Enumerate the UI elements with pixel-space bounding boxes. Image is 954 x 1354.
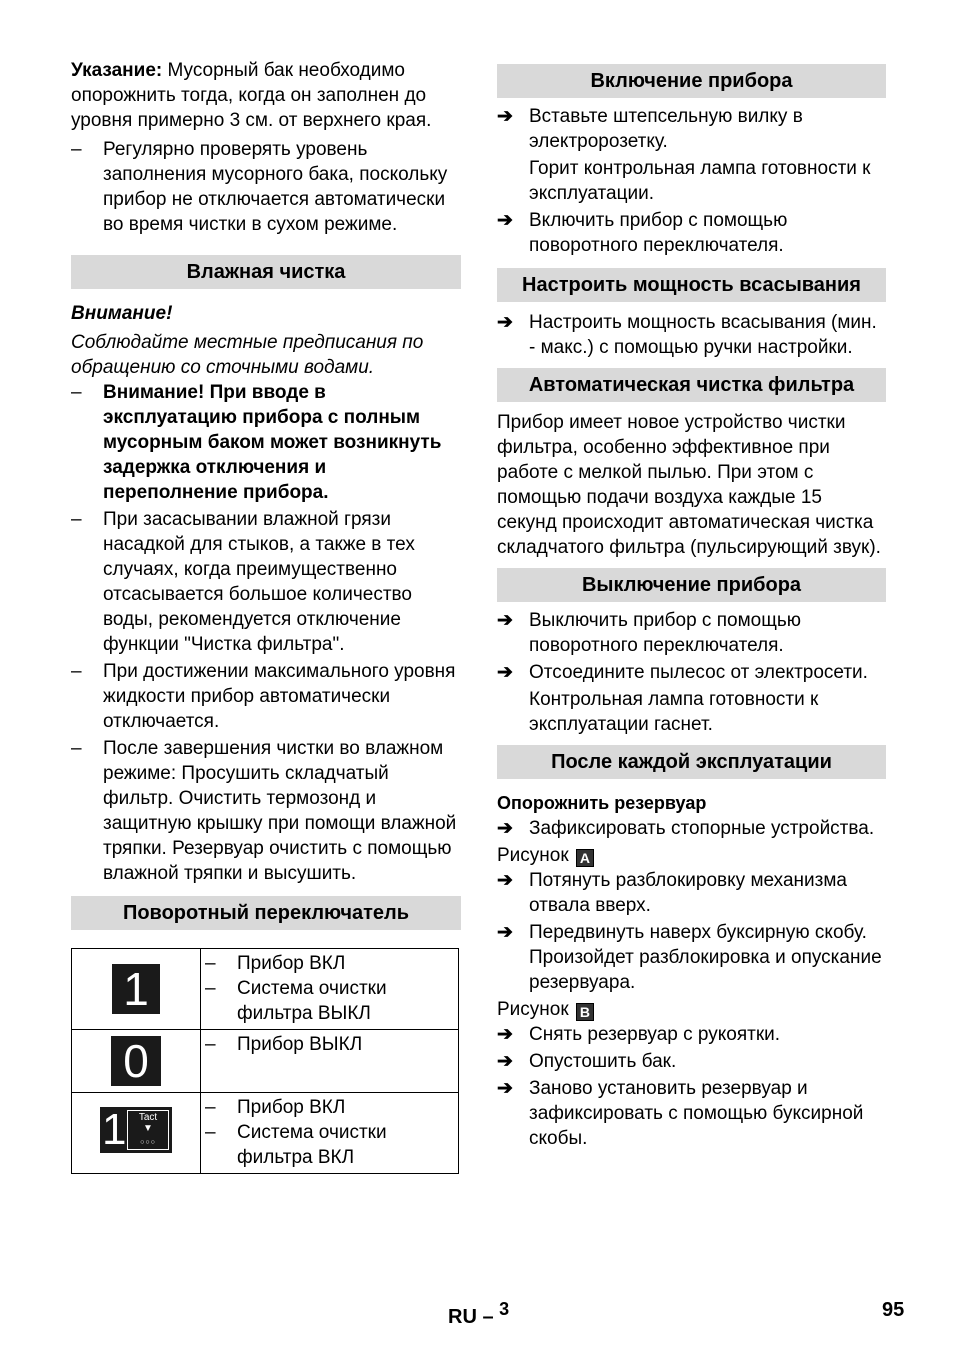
arrow-icon: ➔ xyxy=(497,1051,513,1072)
section-heading-off: Выключение прибора xyxy=(497,568,886,602)
wet-item xyxy=(71,736,461,886)
switch-symbol-cell xyxy=(72,1093,201,1174)
figure-ref-b xyxy=(497,997,886,1022)
wet-item-text: При засасывании влажной грязи насадкой для стыков, а также в тех случаях, когда преимущественно отсасывается большое количество воды, рекомендуется отключение функции "Чистка фильтра". xyxy=(103,509,415,655)
step-text: Заново установить резервуар и зафиксировать с помощью буксирной скобы. xyxy=(529,1078,864,1149)
arrow-icon: ➔ xyxy=(497,662,513,683)
section-heading-on: Включение прибора xyxy=(497,64,886,98)
step-item xyxy=(497,310,886,360)
tact-down-arrow-icon: ▼ xyxy=(143,1122,153,1134)
dash-marker: – xyxy=(205,978,216,999)
switch-desc-cell xyxy=(201,1093,459,1174)
empty-subheading: Опорожнить резервуар xyxy=(497,793,707,813)
footer-section-label xyxy=(448,1297,509,1330)
footer-lang: RU xyxy=(448,1306,477,1328)
list-item xyxy=(205,976,454,1026)
step-item xyxy=(497,1022,886,1047)
switch-desc-cell xyxy=(201,1030,459,1093)
note-paragraph xyxy=(71,58,461,133)
figure-a-badge: A xyxy=(576,849,594,867)
section-heading-filter: Автоматическая чистка фильтра xyxy=(497,368,886,402)
list-item xyxy=(205,1095,454,1120)
tact-one: 1 xyxy=(102,1104,127,1154)
step-text: Включить прибор с помощью поворотного переключателя. xyxy=(529,210,788,256)
arrow-icon: ➔ xyxy=(497,870,513,891)
switch-item-text: Прибор ВЫКЛ xyxy=(237,1034,363,1055)
arrow-icon: ➔ xyxy=(497,818,513,839)
step-note: Контрольная лампа готовности к эксплуатации гаснет. xyxy=(529,689,819,735)
wet-item-text: Внимание! При вводе в эксплуатацию прибора с полным мусорным баком может возникнуть задержка отключения и переполнение прибора. xyxy=(103,382,442,503)
table-row xyxy=(72,1093,459,1174)
wet-item xyxy=(71,659,461,734)
switch-desc-cell xyxy=(201,949,459,1030)
dash-marker: – xyxy=(205,1122,216,1143)
attention-label: Внимание! xyxy=(71,303,173,324)
step-item xyxy=(497,816,886,841)
step-item xyxy=(497,1049,886,1074)
wet-item-text: После завершения чистки во влажном режиме: Просушить складчатый фильтр. Очистить термозонд и защитную крышку при помощи влажной тряпки. Резервуар очистить с помощью влажной тряпки и высушить. xyxy=(103,738,457,884)
figure-b-badge: B xyxy=(576,1003,594,1021)
filter-paragraph: Прибор имеет новое устройство чистки фильтра, особенно эффективное при работе с мелкой пылью. При этом с помощью подачи воздуха каждые 15 секунд происходит автоматическая чистка складчатого фильтра (пульсирующий звук). xyxy=(497,412,881,558)
switch-item-text: Прибор ВКЛ xyxy=(237,953,346,974)
step-text: Зафиксировать стопорные устройства. xyxy=(529,818,875,839)
step-item xyxy=(497,608,886,658)
figure-ref-a xyxy=(497,843,886,868)
switch-position-0-icon: 0 xyxy=(111,1036,161,1086)
tact-dots-icon: ○○○ xyxy=(140,1138,156,1146)
step-item xyxy=(497,208,886,258)
switch-symbol-cell xyxy=(72,949,201,1030)
tact-box xyxy=(127,1110,169,1150)
step-item xyxy=(497,868,886,918)
note-label: Указание: xyxy=(71,60,163,81)
dash-marker: – xyxy=(71,382,82,403)
right-column xyxy=(497,64,886,1153)
switch-item-text: Прибор ВКЛ xyxy=(237,1097,346,1118)
section-heading-switch: Поворотный переключатель xyxy=(71,896,461,930)
figure-label: Рисунок xyxy=(497,845,569,866)
switch-table xyxy=(71,948,459,1174)
wet-item xyxy=(71,507,461,657)
table-row xyxy=(72,949,459,1030)
note-text: Мусорный бак необходимо опорожнить тогда, когда он заполнен до уровня примерно 3 см. от верхнего края. xyxy=(71,60,432,131)
step-text: Потянуть разблокировку механизма отвала вверх. xyxy=(529,870,847,916)
switch-position-tact-icon xyxy=(100,1104,172,1154)
arrow-icon: ➔ xyxy=(497,1024,513,1045)
list-item xyxy=(205,1120,454,1170)
arrow-icon: ➔ xyxy=(497,210,513,231)
step-text: Снять резервуар с рукоятки. xyxy=(529,1024,781,1045)
dash-marker: – xyxy=(71,139,82,160)
page-number: 95 xyxy=(882,1299,905,1321)
list-item xyxy=(205,1032,454,1057)
note-item-text: Регулярно проверять уровень заполнения мусорного бака, поскольку прибор не отключается автоматически во время чистки в сухом режиме. xyxy=(103,139,448,235)
dash-marker: – xyxy=(71,661,82,682)
footer-separator: – xyxy=(476,1306,500,1328)
switch-position-1-icon: 1 xyxy=(112,964,160,1014)
switch-item-text: Система очистки фильтра ВКЛ xyxy=(237,1122,387,1168)
footer-section-number: 3 xyxy=(499,1299,510,1319)
dash-marker: – xyxy=(205,1097,216,1118)
step-text: Настроить мощность всасывания (мин. - макс.) с помощью ручки настройки. xyxy=(529,312,877,358)
arrow-icon: ➔ xyxy=(497,922,513,943)
switch-symbol-cell xyxy=(72,1030,201,1093)
figure-label: Рисунок xyxy=(497,999,569,1020)
arrow-icon: ➔ xyxy=(497,312,513,333)
note-list-item xyxy=(71,137,461,237)
step-item xyxy=(497,104,886,154)
step-text: Выключить прибор с помощью поворотного переключателя. xyxy=(529,610,801,656)
wet-item-text: При достижении максимального уровня жидкости прибор автоматически отключается. xyxy=(103,661,456,732)
table-row xyxy=(72,1030,459,1093)
step-text: Отсоедините пылесос от электросети. xyxy=(529,662,868,683)
left-column xyxy=(71,58,461,1174)
section-heading-after: После каждой эксплуатации xyxy=(497,745,886,779)
section-heading-power: Настроить мощность всасывания xyxy=(497,268,886,302)
arrow-icon: ➔ xyxy=(497,106,513,127)
step-item xyxy=(497,1076,886,1151)
step-text: Передвинуть наверх буксирную скобу. Произойдет разблокировка и опускание резервуара. xyxy=(529,922,882,993)
switch-item-text: Система очистки фильтра ВЫКЛ xyxy=(237,978,387,1024)
wet-item xyxy=(71,380,461,505)
arrow-icon: ➔ xyxy=(497,1078,513,1099)
arrow-icon: ➔ xyxy=(497,610,513,631)
attention-text: Соблюдайте местные предписания по обращению со сточными водами. xyxy=(71,332,424,378)
dash-marker: – xyxy=(205,953,216,974)
tact-label: Tact xyxy=(138,1111,158,1123)
dash-marker: – xyxy=(205,1034,216,1055)
section-heading-wet: Влажная чистка xyxy=(71,255,461,289)
step-item xyxy=(497,660,886,685)
step-note: Горит контрольная лампа готовности к эксплуатации. xyxy=(529,158,871,204)
step-item xyxy=(497,920,886,995)
list-item xyxy=(205,951,454,976)
step-text: Опустошить бак. xyxy=(529,1051,677,1072)
dash-marker: – xyxy=(71,738,82,759)
dash-marker: – xyxy=(71,509,82,530)
step-text: Вставьте штепсельную вилку в электророзетку. xyxy=(529,106,803,152)
